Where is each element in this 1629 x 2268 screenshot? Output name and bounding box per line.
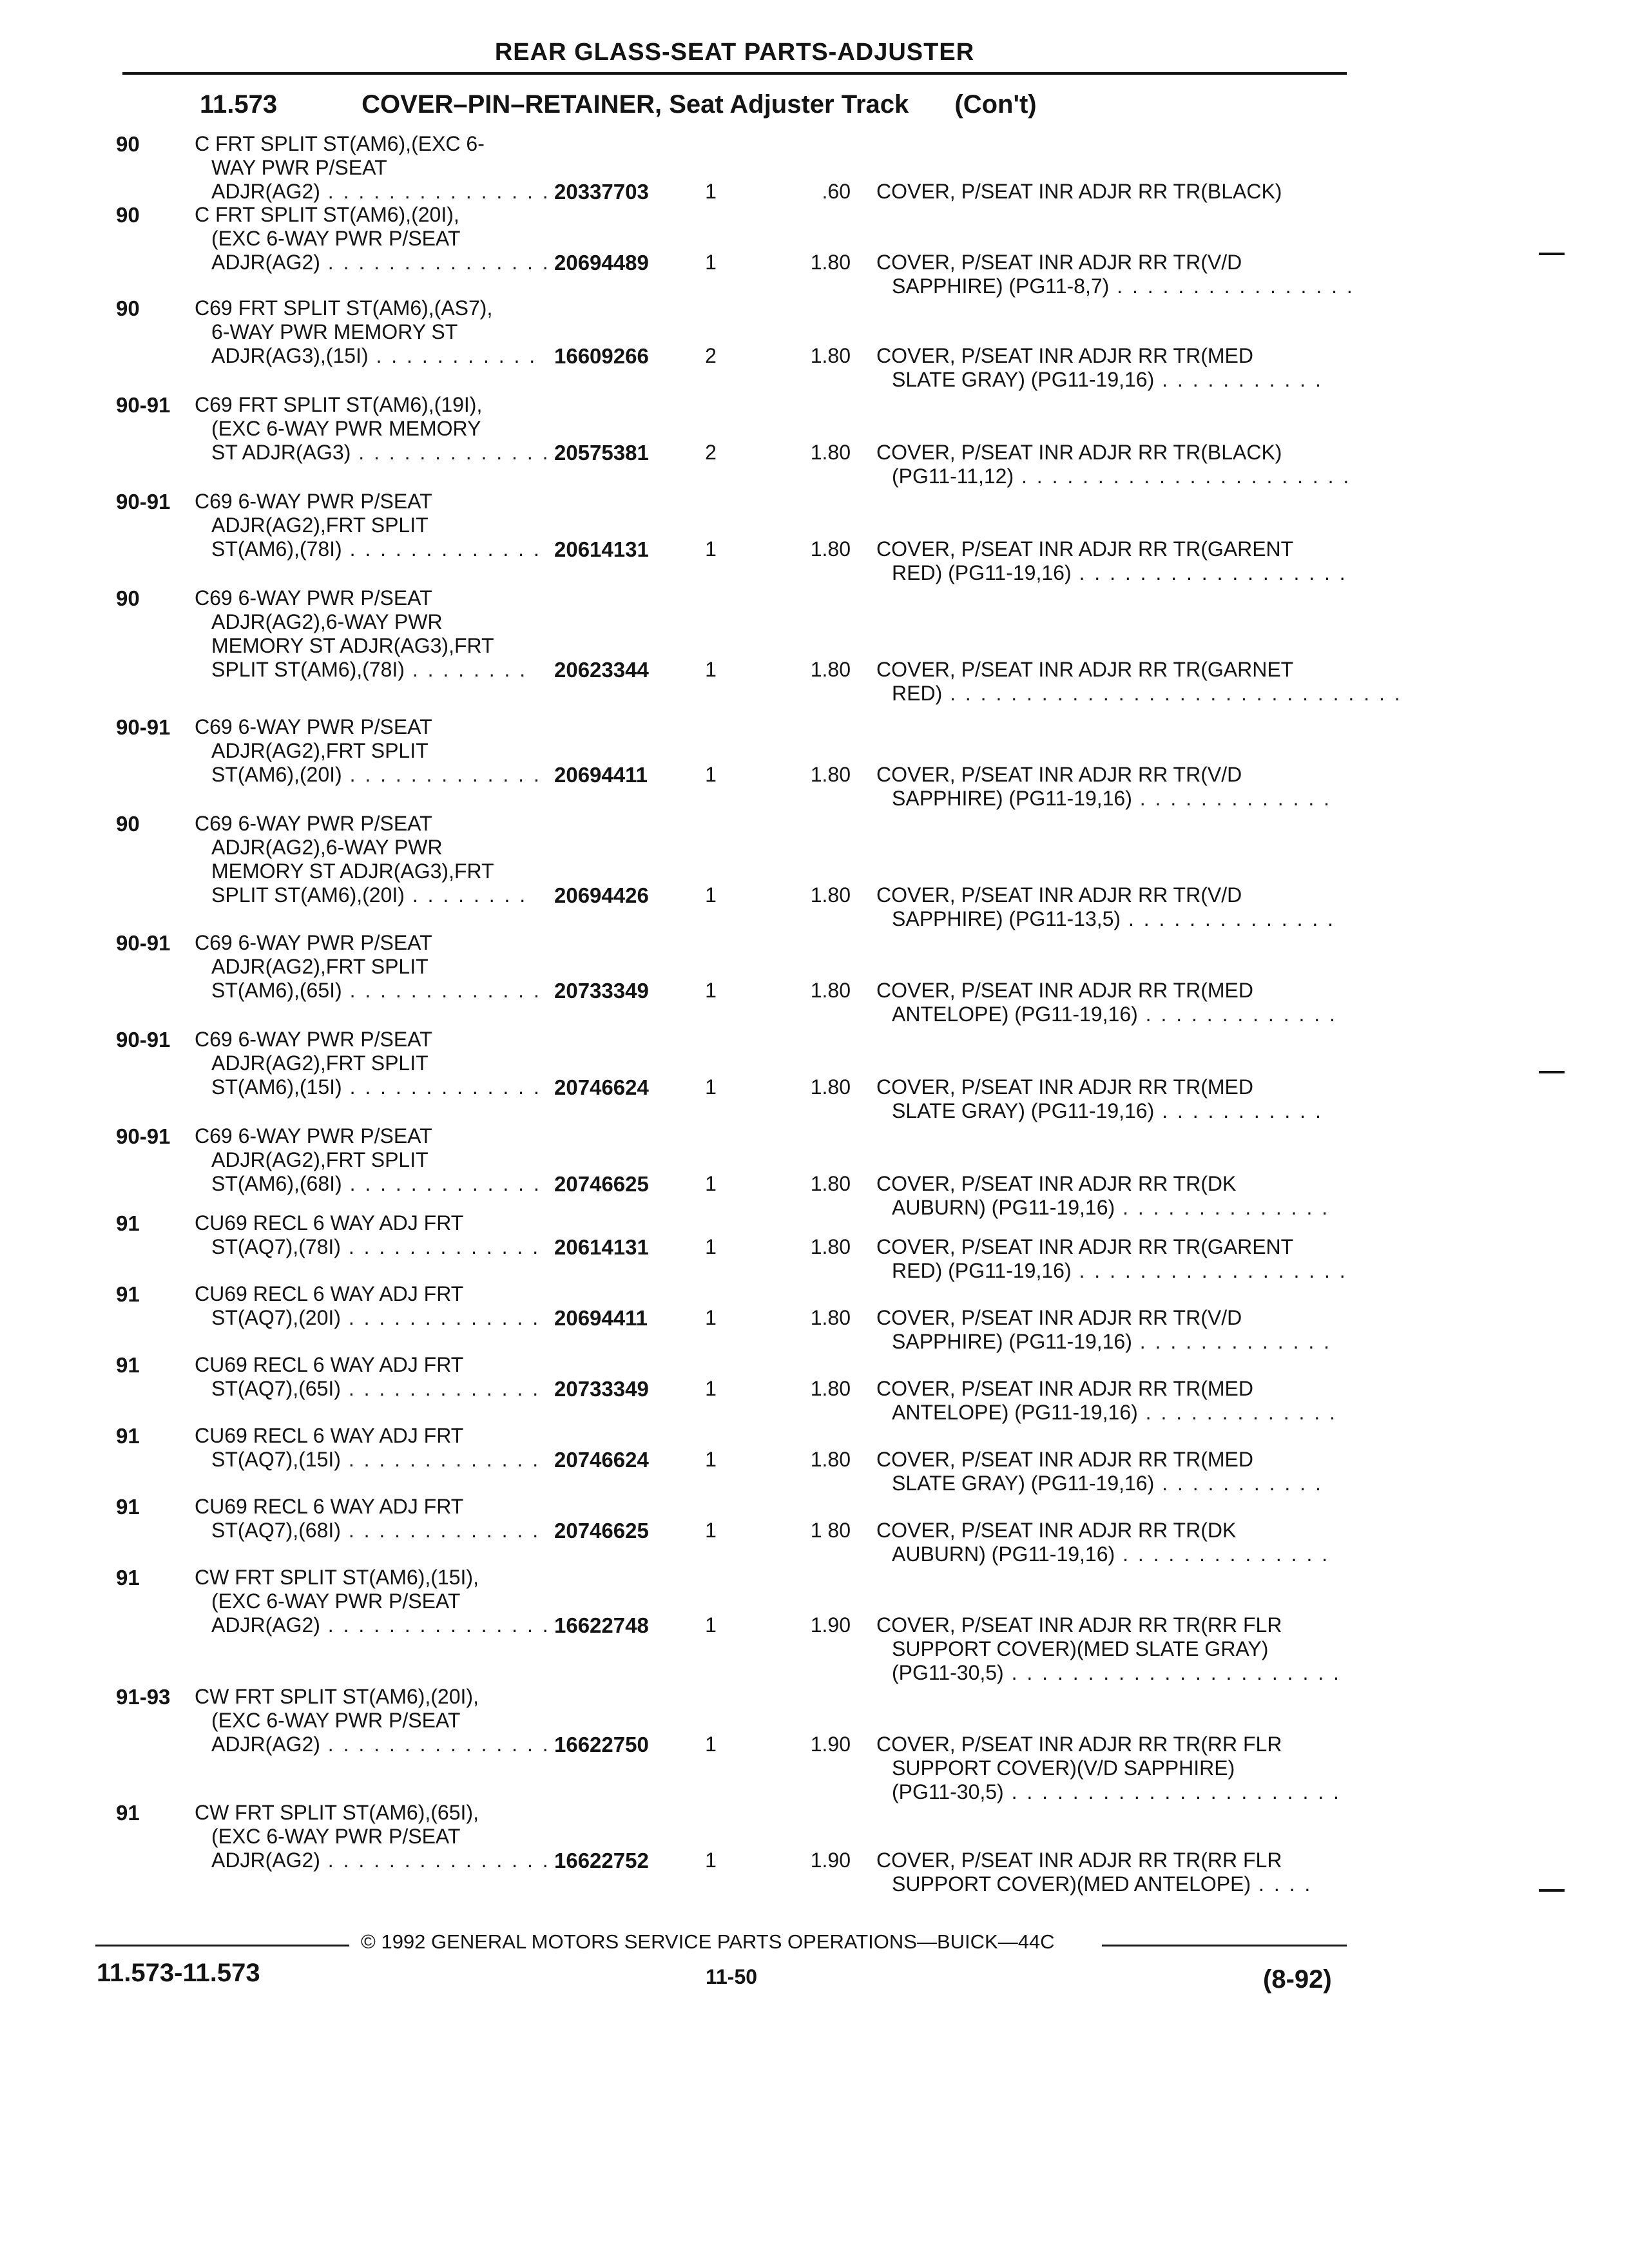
usage-line: ADJR(AG2) . . . . . . . . . . . . . . . — [211, 251, 550, 274]
quantity: 1 — [705, 1377, 717, 1400]
leader-dots: . . . . . . . . . . . . . . . . . . — [1071, 1259, 1347, 1282]
usage-line: ST ADJR(AG3) . . . . . . . . . . . . . — [211, 441, 550, 464]
usage-line: ST(AM6),(68I) . . . . . . . . . . . . . — [211, 1172, 541, 1195]
leader-dots: . . . . . . . . . . . . . . . . . . — [1071, 561, 1347, 584]
leader-dots: . . . . . . . . . . . . . — [1137, 1003, 1337, 1026]
part-description-line: RED) (PG11-19,16) . . . . . . . . . . . . . . . . . . — [892, 1259, 1347, 1282]
usage-line: C69 6-WAY PWR P/SEAT — [195, 586, 432, 610]
usage-line: CW FRT SPLIT ST(AM6),(15I), — [195, 1566, 479, 1589]
part-description-line: COVER, P/SEAT INR ADJR RR TR(BLACK) — [876, 441, 1282, 464]
usage-line: C69 6-WAY PWR P/SEAT — [195, 1028, 432, 1051]
usage-line: (EXC 6-WAY PWR P/SEAT — [211, 1590, 461, 1613]
part-description — [876, 883, 1360, 931]
leader-dots: . . . . . . . . . . . . . — [342, 537, 541, 561]
model-year: 91 — [116, 1495, 140, 1519]
usage-line: MEMORY ST ADJR(AG3),FRT — [211, 860, 494, 883]
part-description-line: COVER, P/SEAT INR ADJR RR TR(RR FLR — [876, 1613, 1282, 1637]
part-description — [876, 441, 1360, 488]
usage-line: ST(AM6),(65I) . . . . . . . . . . . . . — [211, 979, 541, 1002]
usage-description — [195, 1124, 555, 1196]
price: 1.80 — [810, 1448, 851, 1471]
footer-rule-right — [1102, 1945, 1347, 1946]
part-description-line: SAPPHIRE) (PG11-19,16) . . . . . . . . . . . . . — [892, 1330, 1332, 1353]
usage-line: C FRT SPLIT ST(AM6),(EXC 6- — [195, 132, 485, 155]
leader-dots: . . . . . . . . . . . . . . . . . . . . . . — [1003, 1780, 1341, 1803]
usage-line: ADJR(AG2),FRT SPLIT — [211, 1052, 429, 1075]
model-year: 90-91 — [116, 393, 171, 417]
part-description — [876, 1448, 1360, 1495]
leader-dots: . . . . . . . . . . . . . — [1132, 1330, 1332, 1353]
part-description — [876, 1172, 1360, 1220]
part-description-line: ANTELOPE) (PG11-19,16) . . . . . . . . . . . . . — [892, 1003, 1337, 1026]
quantity: 1 — [705, 1172, 717, 1195]
part-description-line: COVER, P/SEAT INR ADJR RR TR(V/D — [876, 883, 1242, 907]
part-description-line: SUPPORT COVER)(MED ANTELOPE) . . . . — [892, 1872, 1313, 1896]
usage-line: (EXC 6-WAY PWR P/SEAT — [211, 1709, 461, 1732]
price: 1.80 — [810, 979, 851, 1002]
usage-line: ST(AQ7),(78I) . . . . . . . . . . . . . — [211, 1235, 541, 1258]
model-year: 91-93 — [116, 1685, 171, 1709]
usage-line: C FRT SPLIT ST(AM6),(20I), — [195, 203, 459, 226]
quantity: 1 — [705, 1306, 717, 1329]
model-year: 91 — [116, 1353, 140, 1377]
quantity: 1 — [705, 180, 717, 203]
quantity: 1 — [705, 1519, 717, 1542]
part-description-line: (PG11-30,5) . . . . . . . . . . . . . . . . . . . . . . — [892, 1780, 1341, 1803]
price: 1.90 — [810, 1849, 851, 1872]
price: 1.80 — [810, 344, 851, 367]
usage-description — [195, 812, 555, 907]
part-number: 20614131 — [554, 1235, 649, 1259]
usage-description — [195, 586, 555, 682]
part-description — [876, 1075, 1360, 1123]
part-description — [876, 537, 1360, 585]
usage-line: CU69 RECL 6 WAY ADJ FRT — [195, 1211, 464, 1235]
section-number: 11.573 — [200, 90, 278, 119]
leader-dots: . . . . . . . . . . . . . . — [1115, 1196, 1330, 1219]
footer-copyright: © 1992 GENERAL MOTORS SERVICE PARTS OPERATIONS—BUICK—44C — [361, 1930, 1055, 1953]
part-description-line: SUPPORT COVER)(MED SLATE GRAY) — [892, 1637, 1269, 1660]
usage-line: ST(AQ7),(68I) . . . . . . . . . . . . . — [211, 1519, 541, 1542]
section-heading — [200, 90, 1037, 119]
footer-page-number: 11-50 — [705, 1965, 758, 1988]
part-description-line: SAPPHIRE) (PG11-8,7) . . . . . . . . . . . . . . . . — [892, 274, 1354, 298]
part-description-line: COVER, P/SEAT INR ADJR RR TR(V/D — [876, 1306, 1242, 1329]
price: 1.90 — [810, 1733, 851, 1756]
section-name: COVER–PIN–RETAINER, Seat Adjuster Track — [361, 90, 909, 119]
quantity: 1 — [705, 1448, 717, 1471]
price: 1.80 — [810, 441, 851, 464]
usage-line: C69 6-WAY PWR P/SEAT — [195, 812, 432, 835]
usage-line: C69 6-WAY PWR P/SEAT — [195, 931, 432, 954]
usage-description — [195, 1424, 555, 1472]
part-description — [876, 344, 1360, 392]
part-number: 20623344 — [554, 658, 649, 682]
leader-dots: . . . . . . . . . . . . . — [342, 979, 541, 1002]
part-description — [876, 1377, 1360, 1425]
margin-mark — [1539, 253, 1565, 255]
usage-line: (EXC 6-WAY PWR P/SEAT — [211, 1825, 461, 1848]
part-number: 20694411 — [554, 1306, 648, 1330]
leader-dots: . . . . . . . . . . . . . . . — [320, 251, 550, 274]
part-number: 20614131 — [554, 537, 649, 561]
part-description-line: RED) (PG11-19,16) . . . . . . . . . . . . . . . . . . — [892, 561, 1347, 584]
leader-dots: . . . . . . . . . . . — [1154, 368, 1323, 391]
price: 1.80 — [810, 763, 851, 786]
header-rule — [122, 72, 1347, 75]
usage-description — [195, 1495, 555, 1542]
model-year: 90 — [116, 203, 140, 227]
part-description — [876, 1849, 1360, 1896]
usage-description — [195, 1566, 555, 1637]
part-description — [876, 1613, 1360, 1685]
quantity: 1 — [705, 1733, 717, 1756]
part-number: 20733349 — [554, 979, 649, 1003]
part-description-line: (PG11-30,5) . . . . . . . . . . . . . . . . . . . . . . — [892, 1661, 1341, 1684]
leader-dots: . . . . . . . . . . . . . — [351, 441, 550, 464]
quantity: 1 — [705, 251, 717, 274]
usage-line: ADJR(AG2),FRT SPLIT — [211, 1148, 429, 1171]
model-year: 90-91 — [116, 1028, 171, 1052]
leader-dots: . . . . . . . . . . . . . . . . . . . . . . — [1014, 465, 1351, 488]
quantity: 1 — [705, 1849, 717, 1872]
part-description-line: COVER, P/SEAT INR ADJR RR TR(MED — [876, 979, 1253, 1002]
part-description-line: AUBURN) (PG11-19,16) . . . . . . . . . . . . . . — [892, 1542, 1330, 1566]
leader-dots: . . . . . . . . . . . . . . . — [320, 1613, 550, 1637]
model-year: 90-91 — [116, 715, 171, 739]
price: 1.80 — [810, 883, 851, 907]
quantity: 1 — [705, 1075, 717, 1099]
usage-line: WAY PWR P/SEAT — [211, 156, 387, 179]
leader-dots: . . . . . . . . . . . — [368, 344, 537, 367]
usage-line: 6-WAY PWR MEMORY ST — [211, 320, 458, 343]
usage-line: ADJR(AG2) . . . . . . . . . . . . . . . — [211, 180, 550, 203]
price: 1.80 — [810, 537, 851, 561]
usage-line: ADJR(AG2),6-WAY PWR — [211, 836, 443, 859]
usage-line: ADJR(AG2),FRT SPLIT — [211, 514, 429, 537]
part-description-line: COVER, P/SEAT INR ADJR RR TR(BLACK) — [876, 180, 1282, 203]
part-description-line: AUBURN) (PG11-19,16) . . . . . . . . . . . . . . — [892, 1196, 1330, 1219]
usage-line: ADJR(AG2) . . . . . . . . . . . . . . . — [211, 1613, 550, 1637]
leader-dots: . . . . . . . . . . . . . . . — [320, 1733, 550, 1756]
usage-line: ADJR(AG2),FRT SPLIT — [211, 739, 429, 762]
usage-line: ADJR(AG2),FRT SPLIT — [211, 955, 429, 978]
quantity: 2 — [705, 344, 717, 367]
part-description-line: SAPPHIRE) (PG11-13,5) . . . . . . . . . . . . . . — [892, 907, 1336, 930]
leader-dots: . . . . . . . . . . . . . — [340, 1306, 541, 1329]
part-number: 20746624 — [554, 1075, 649, 1099]
usage-line: ST(AQ7),(65I) . . . . . . . . . . . . . — [211, 1377, 541, 1400]
usage-description — [195, 1353, 555, 1401]
usage-description — [195, 296, 555, 368]
price: 1.80 — [810, 251, 851, 274]
part-description-line: COVER, P/SEAT INR ADJR RR TR(MED — [876, 1448, 1253, 1471]
model-year: 90 — [116, 812, 140, 836]
part-number: 16622750 — [554, 1733, 649, 1756]
part-description-line: COVER, P/SEAT INR ADJR RR TR(GARNET — [876, 658, 1294, 681]
part-number: 20694411 — [554, 763, 648, 787]
usage-line: ST(AM6),(20I) . . . . . . . . . . . . . — [211, 763, 541, 786]
part-number: 20575381 — [554, 441, 649, 465]
leader-dots: . . . . . . . . . . . . . — [1137, 1401, 1337, 1424]
usage-line: C69 6-WAY PWR P/SEAT — [195, 715, 432, 738]
leader-dots: . . . . . . . . . . . . . — [342, 763, 541, 786]
leader-dots: . . . . . . . . . . . . . . . — [320, 1849, 550, 1872]
usage-line: ST(AQ7),(15I) . . . . . . . . . . . . . — [211, 1448, 541, 1471]
part-number: 16622752 — [554, 1849, 649, 1872]
usage-line: ADJR(AG2) . . . . . . . . . . . . . . . — [211, 1733, 550, 1756]
usage-line: ADJR(AG3),(15I) . . . . . . . . . . . — [211, 344, 537, 367]
part-description-line: SLATE GRAY) (PG11-19,16) . . . . . . . . . . . — [892, 368, 1323, 391]
part-description — [876, 1519, 1360, 1566]
quantity: 1 — [705, 537, 717, 561]
part-number: 20746625 — [554, 1519, 649, 1542]
usage-line: ST(AQ7),(20I) . . . . . . . . . . . . . — [211, 1306, 541, 1329]
usage-line: C69 FRT SPLIT ST(AM6),(19I), — [195, 393, 483, 416]
leader-dots: . . . . . . . . . . . . . . . . . . . . . . . . . . . . . . — [942, 682, 1402, 705]
leader-dots: . . . . . . . . . . . . . . . . . . . . . . — [1003, 1661, 1341, 1684]
part-description-line: COVER, P/SEAT INR ADJR RR TR(MED — [876, 1075, 1253, 1099]
leader-dots: . . . . . . . . . . . . . — [340, 1519, 541, 1542]
usage-line: SPLIT ST(AM6),(78I) . . . . . . . . — [211, 658, 528, 681]
price: 1.80 — [810, 1172, 851, 1195]
part-description-line: COVER, P/SEAT INR ADJR RR TR(RR FLR — [876, 1733, 1282, 1756]
part-description-line: COVER, P/SEAT INR ADJR RR TR(DK — [876, 1519, 1237, 1542]
part-description-line: COVER, P/SEAT INR ADJR RR TR(MED — [876, 344, 1253, 367]
usage-line: ST(AM6),(78I) . . . . . . . . . . . . . — [211, 537, 541, 561]
part-description-line: COVER, P/SEAT INR ADJR RR TR(GARENT — [876, 537, 1294, 561]
leader-dots: . . . . . . . . . . . . . — [342, 1172, 541, 1195]
price: 1.80 — [810, 1377, 851, 1400]
model-year: 90 — [116, 296, 140, 320]
leader-dots: . . . . . . . . . . . . . . . . — [1109, 274, 1354, 298]
quantity: 1 — [705, 658, 717, 681]
part-description-line: SUPPORT COVER)(V/D SAPPHIRE) — [892, 1756, 1235, 1780]
part-description-line: COVER, P/SEAT INR ADJR RR TR(V/D — [876, 763, 1242, 786]
leader-dots: . . . . . . . . . . . . . — [342, 1075, 541, 1099]
part-description-line: SLATE GRAY) (PG11-19,16) . . . . . . . . . . . — [892, 1472, 1323, 1495]
usage-line: CU69 RECL 6 WAY ADJ FRT — [195, 1282, 464, 1305]
usage-line: CU69 RECL 6 WAY ADJ FRT — [195, 1424, 464, 1447]
model-year: 90-91 — [116, 931, 171, 955]
part-description — [876, 1235, 1360, 1283]
part-number: 16622748 — [554, 1613, 649, 1637]
part-description-line: COVER, P/SEAT INR ADJR RR TR(RR FLR — [876, 1849, 1282, 1872]
quantity: 1 — [705, 763, 717, 786]
usage-line: MEMORY ST ADJR(AG3),FRT — [211, 634, 494, 657]
part-description — [876, 180, 1360, 204]
usage-line: CW FRT SPLIT ST(AM6),(20I), — [195, 1685, 479, 1708]
model-year: 91 — [116, 1801, 140, 1825]
usage-line: SPLIT ST(AM6),(20I) . . . . . . . . — [211, 883, 528, 907]
quantity: 2 — [705, 441, 717, 464]
part-description-line: (PG11-11,12) . . . . . . . . . . . . . . . . . . . . . . — [892, 465, 1351, 488]
model-year: 91 — [116, 1424, 140, 1448]
part-description-line: SAPPHIRE) (PG11-19,16) . . . . . . . . . . . . . — [892, 787, 1332, 810]
part-number: 20746625 — [554, 1172, 649, 1196]
usage-description — [195, 931, 555, 1003]
leader-dots: . . . . . . . . . . . . . — [340, 1235, 541, 1258]
leader-dots: . . . . . . . . . . . — [1154, 1472, 1323, 1495]
part-number: 20694489 — [554, 251, 649, 274]
part-number: 20694426 — [554, 883, 649, 907]
price: 1.90 — [810, 1613, 851, 1637]
quantity: 1 — [705, 1235, 717, 1258]
model-year: 90-91 — [116, 1124, 171, 1148]
price: 1 80 — [810, 1519, 851, 1542]
usage-line: ADJR(AG2),6-WAY PWR — [211, 610, 443, 633]
leader-dots: . . . . . . . . — [404, 883, 528, 907]
part-description-line: COVER, P/SEAT INR ADJR RR TR(V/D — [876, 251, 1242, 274]
part-description-line: RED) . . . . . . . . . . . . . . . . . . . . . . . . . . . . . . — [892, 682, 1402, 705]
quantity: 1 — [705, 1613, 717, 1637]
leader-dots: . . . . . . . . . . . . . — [340, 1377, 541, 1400]
price: .60 — [822, 180, 851, 203]
part-description — [876, 1733, 1360, 1804]
usage-description — [195, 1028, 555, 1099]
model-year: 90-91 — [116, 490, 171, 514]
part-description-line: COVER, P/SEAT INR ADJR RR TR(DK — [876, 1172, 1237, 1195]
price: 1.80 — [810, 1235, 851, 1258]
leader-dots: . . . . . . . . . . . . . . — [1115, 1542, 1330, 1566]
usage-description — [195, 1801, 555, 1872]
usage-description — [195, 132, 555, 204]
part-description — [876, 251, 1360, 298]
part-number: 20733349 — [554, 1377, 649, 1401]
usage-description — [195, 1685, 555, 1756]
usage-description — [195, 715, 555, 787]
margin-mark — [1539, 1071, 1565, 1073]
part-description-line: COVER, P/SEAT INR ADJR RR TR(MED — [876, 1377, 1253, 1400]
model-year: 90 — [116, 586, 140, 610]
page-title: REAR GLASS-SEAT PARTS-ADJUSTER — [494, 39, 975, 66]
quantity: 1 — [705, 979, 717, 1002]
part-number: 16609266 — [554, 344, 649, 368]
part-number: 20337703 — [554, 180, 649, 204]
model-year: 91 — [116, 1566, 140, 1590]
usage-line: (EXC 6-WAY PWR MEMORY — [211, 417, 481, 440]
usage-description — [195, 490, 555, 561]
leader-dots: . . . . . . . . . . . . . — [1132, 787, 1332, 810]
part-description-line: SLATE GRAY) (PG11-19,16) . . . . . . . . . . . — [892, 1099, 1323, 1122]
leader-dots: . . . . . . . . — [404, 658, 528, 681]
leader-dots: . . . . . . . . . . . — [1154, 1099, 1323, 1122]
price: 1.80 — [810, 658, 851, 681]
part-description — [876, 763, 1360, 811]
usage-line: C69 6-WAY PWR P/SEAT — [195, 490, 432, 513]
usage-line: ST(AM6),(15I) . . . . . . . . . . . . . — [211, 1075, 541, 1099]
part-description — [876, 1306, 1360, 1354]
model-year: 90 — [116, 132, 140, 156]
usage-description — [195, 1211, 555, 1259]
footer-revision: (8-92) — [1263, 1965, 1332, 1994]
leader-dots: . . . . . . . . . . . . . — [340, 1448, 541, 1471]
usage-line: (EXC 6-WAY PWR P/SEAT — [211, 227, 461, 250]
usage-line: CW FRT SPLIT ST(AM6),(65I), — [195, 1801, 479, 1824]
usage-line: C69 6-WAY PWR P/SEAT — [195, 1124, 432, 1148]
usage-line: CU69 RECL 6 WAY ADJ FRT — [195, 1495, 464, 1518]
model-year: 91 — [116, 1211, 140, 1235]
price: 1.80 — [810, 1075, 851, 1099]
quantity: 1 — [705, 883, 717, 907]
part-description — [876, 979, 1360, 1026]
usage-description — [195, 393, 555, 465]
footer-range: 11.573-11.573 — [97, 1959, 260, 1987]
part-number: 20746624 — [554, 1448, 649, 1472]
usage-line: CU69 RECL 6 WAY ADJ FRT — [195, 1353, 464, 1376]
section-continued: (Con't) — [954, 90, 1037, 119]
usage-line: C69 FRT SPLIT ST(AM6),(AS7), — [195, 296, 493, 320]
leader-dots: . . . . — [1251, 1872, 1313, 1896]
part-description-line: COVER, P/SEAT INR ADJR RR TR(GARENT — [876, 1235, 1294, 1258]
usage-description — [195, 203, 555, 274]
leader-dots: . . . . . . . . . . . . . . — [1121, 907, 1336, 930]
part-description-line: ANTELOPE) (PG11-19,16) . . . . . . . . . . . . . — [892, 1401, 1337, 1424]
price: 1.80 — [810, 1306, 851, 1329]
footer-rule-left — [95, 1945, 349, 1946]
margin-mark — [1539, 1889, 1565, 1892]
leader-dots: . . . . . . . . . . . . . . . — [320, 180, 550, 203]
usage-description — [195, 1282, 555, 1330]
part-description — [876, 658, 1402, 706]
model-year: 91 — [116, 1282, 140, 1306]
usage-line: ADJR(AG2) . . . . . . . . . . . . . . . — [211, 1849, 550, 1872]
